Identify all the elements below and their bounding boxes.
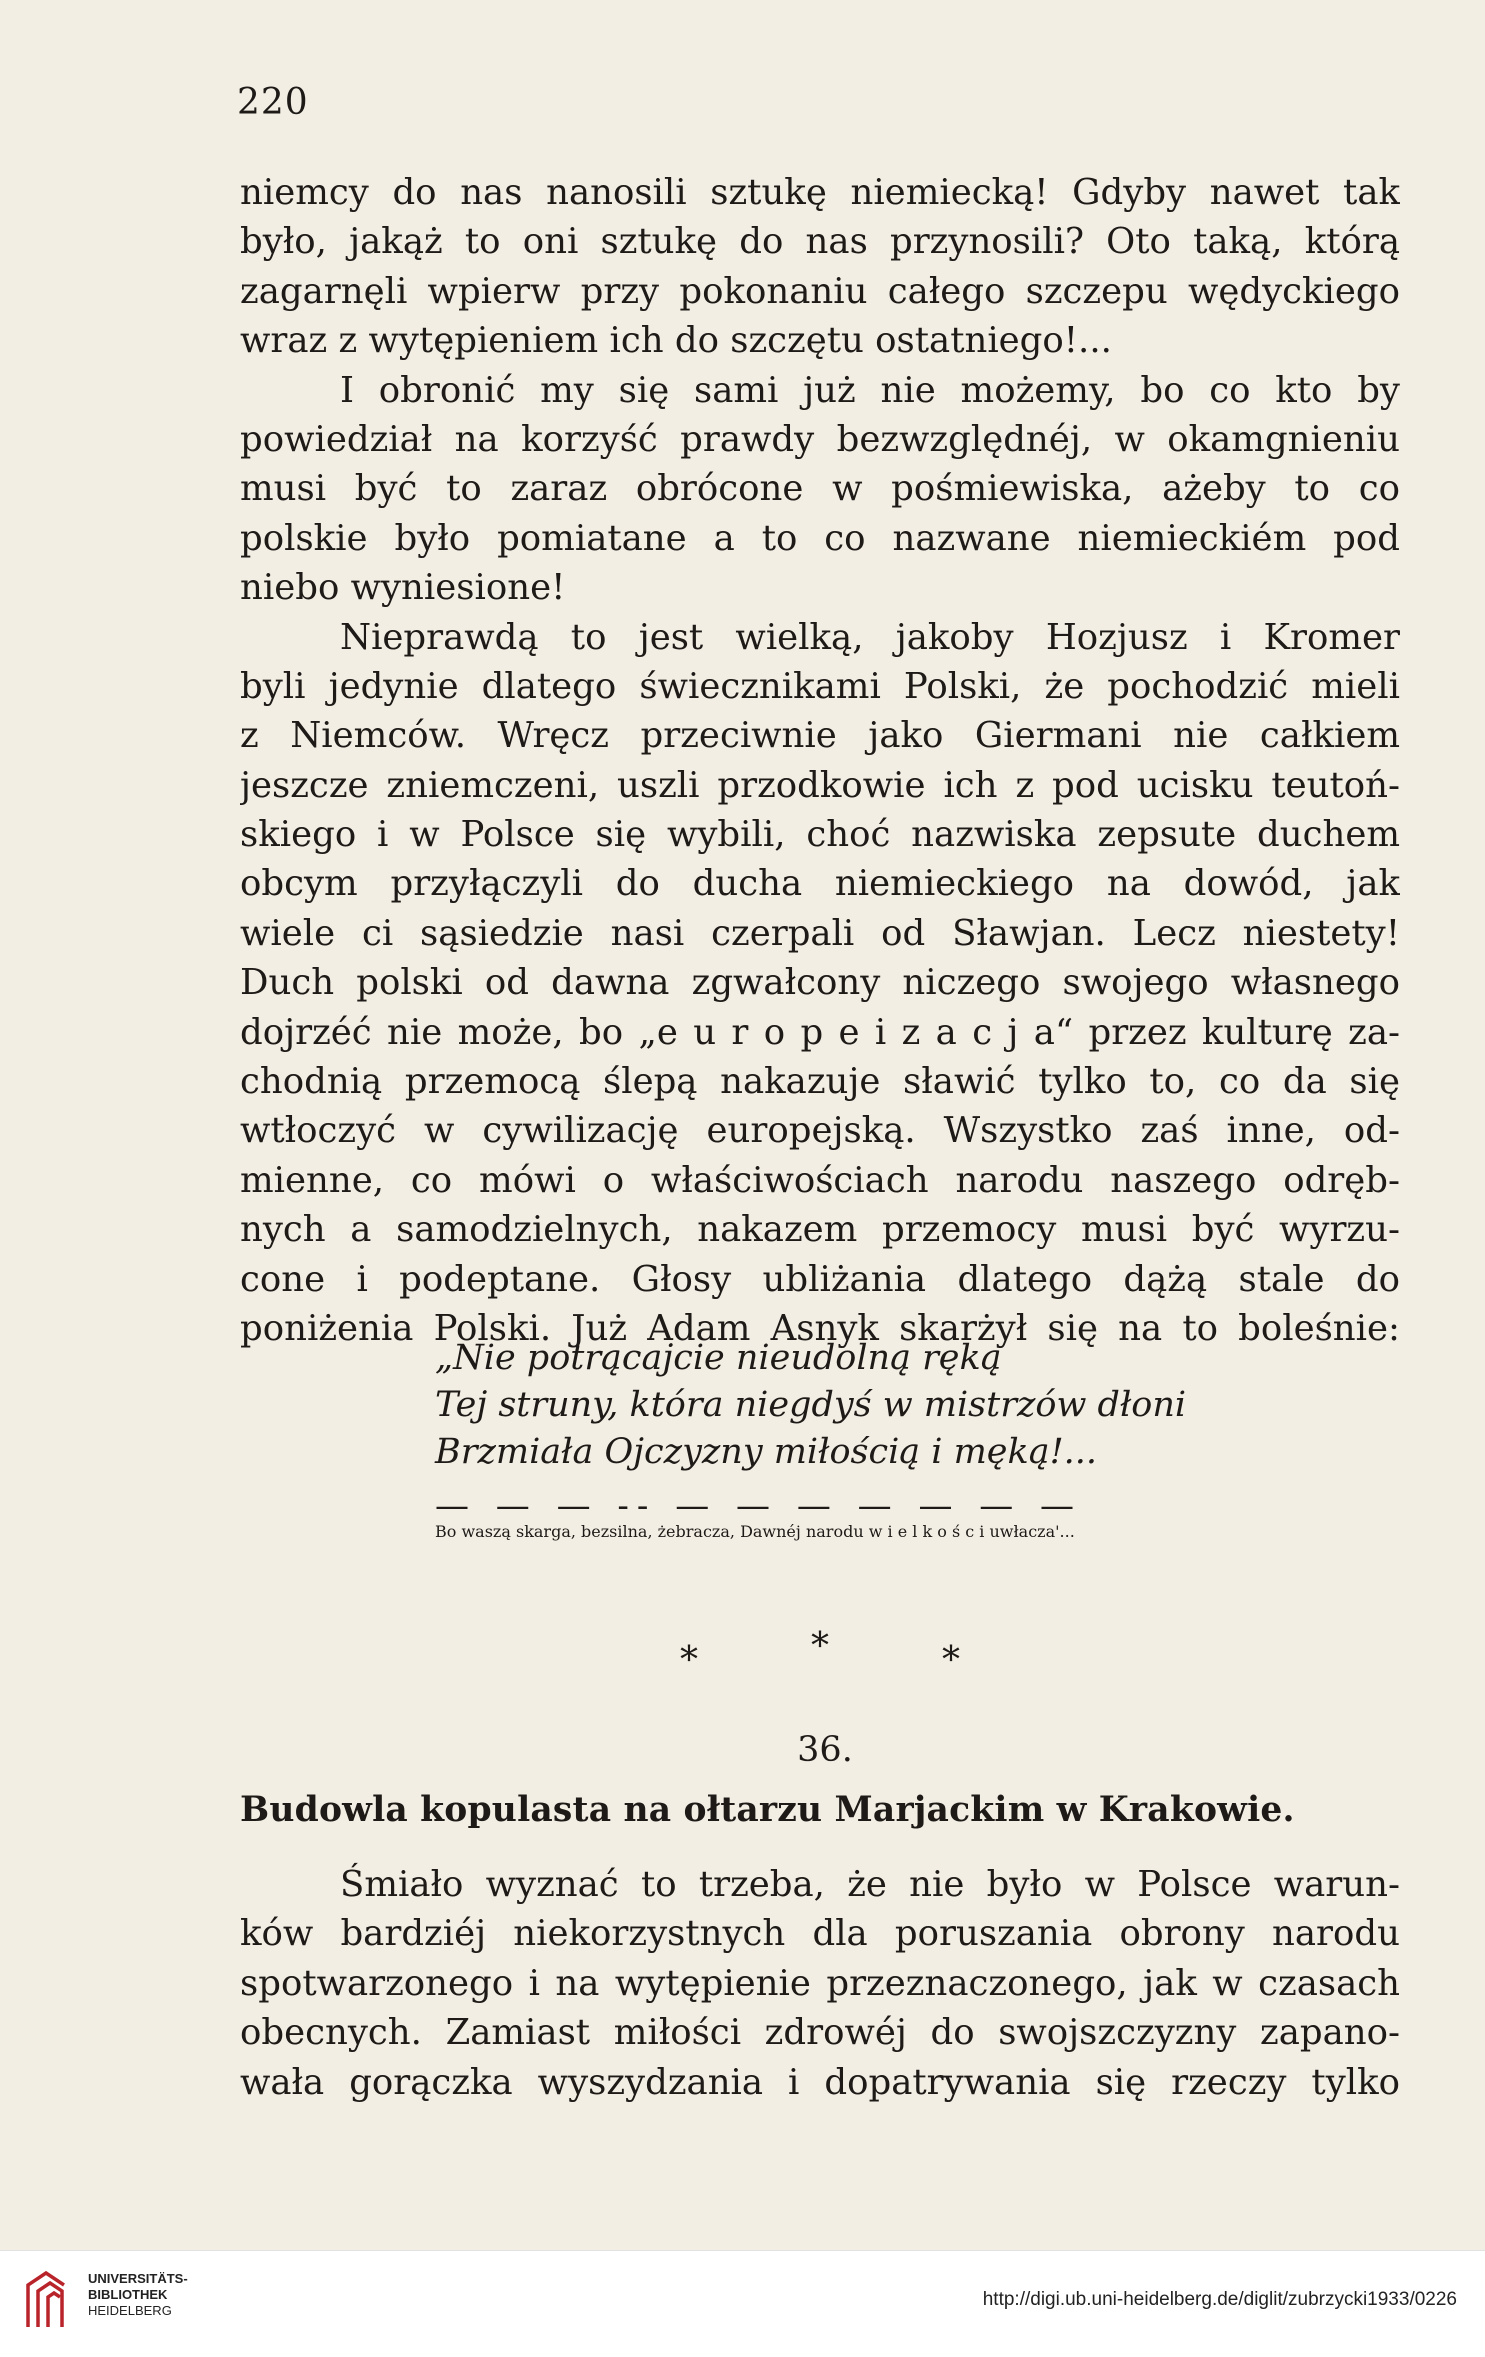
- text-line: I obronić my się sami już nie możemy, bo co kto by: [340, 369, 1400, 411]
- library-logo-icon: [20, 2265, 92, 2337]
- text-line: z Niemców. Wręcz przeciwnie jako Giermani nie całkiem: [240, 715, 1400, 757]
- text-line: polskie było pomiatane a to co nazwane niemieckiém pod: [240, 517, 1400, 559]
- text-line: musi być to zaraz obrócone w pośmiewiska, ażeby to co: [240, 468, 1400, 510]
- text-line: wraz z wytępieniem ich do szczętu ostatniego!...: [240, 320, 1112, 362]
- poem-quote-continued: [435, 1522, 1335, 1541]
- library-name-line: BIBLIOTHEK: [88, 2287, 168, 2302]
- text-line: dojrzéć nie może, bo „e u r o p e i z a c j a“ przez kulturę za-: [240, 1011, 1400, 1053]
- library-name-line: HEIDELBERG: [88, 2303, 172, 2318]
- poem-quote: [435, 1335, 1335, 1536]
- text-line: skiego i w Polsce się wybili, choć nazwiska zepsute duchem: [240, 814, 1400, 856]
- page-number: 220: [237, 82, 309, 123]
- text-line: niemcy do nas nanosili sztukę niemiecką! Gdyby nawet tak: [240, 172, 1400, 213]
- text-line: było, jakąż to oni sztukę do nas przynosili? Oto taką, którą: [240, 221, 1400, 263]
- poem-line: Dawnéj narodu w i e l k o ś c i uwłacza'...: [740, 1522, 1075, 1541]
- library-name-line: UNIVERSITÄTS-: [88, 2271, 188, 2286]
- source-url-link[interactable]: http://digi.ub.uni-heidelberg.de/diglit/zubrzycki1933/0226: [982, 2289, 1457, 2310]
- text-line: wała gorączka wyszydzania i dopatrywania się rzeczy tylko: [240, 2061, 1400, 2103]
- section-paragraph: [240, 1860, 1400, 2107]
- main-paragraphs: [240, 168, 1400, 1353]
- text-line: poniżenia Polski. Już Adam Asnyk skarżył się na to boleśnie:: [240, 1307, 1400, 1349]
- text-line: jeszcze zniemczeni, uszli przodkowie ich z pod ucisku teutoń-: [240, 764, 1400, 806]
- text-line: ków bardziéj niekorzystnych dla poruszania obrony narodu: [240, 1913, 1400, 1955]
- poem-line: „Nie potrącajcie nieudolną ręką: [435, 1338, 1002, 1378]
- text-line: chodnią przemocą ślepą nakazuje sławić tylko to, co da się: [240, 1061, 1400, 1103]
- section-title: Budowla kopulasta na ołtarzu Marjackim w Krakowie.: [240, 1790, 1295, 1830]
- text-line: obecnych. Zamiast miłości zdrowéj do swojszczyzny zapano-: [240, 2012, 1400, 2054]
- text-line: spotwarzonego i na wytępienie przeznaczonego, jak w czasach: [240, 1962, 1400, 2004]
- text-line: obcym przyłączyli do ducha niemieckiego na dowód, jak: [240, 863, 1400, 905]
- text-line: niebo wyniesione!: [240, 567, 566, 609]
- asterisk: *: [942, 1640, 960, 1681]
- text-line: zagarnęli wpierw przy pokonaniu całego szczepu wędyckiego: [240, 270, 1400, 312]
- library-name: [88, 2271, 188, 2319]
- omission-dash-line: — — — -- — — — — — — —: [435, 1486, 1083, 1526]
- section-divider-asterisks: [680, 1626, 960, 1681]
- poem-line: Bo waszą skarga, bezsilna, żebracza,: [435, 1522, 735, 1541]
- asterisk: *: [811, 1626, 829, 1667]
- text-line: nych a samodzielnych, nakazem przemocy musi być wyrzu-: [240, 1209, 1400, 1251]
- text-line: wtłoczyć w cywilizację europejską. Wszystko zaś inne, od-: [240, 1110, 1400, 1152]
- poem-line: Tej struny, która niegdyś w mistrzów dłoni: [435, 1385, 1187, 1425]
- text-line: Nieprawdą to jest wielką, jakoby Hozjusz i Kromer: [340, 616, 1400, 658]
- text-line: byli jedynie dlatego świecznikami Polski, że pochodzić mieli: [240, 665, 1400, 707]
- asterisk: *: [680, 1640, 698, 1681]
- text-line: Duch polski od dawna zgwałcony niczego swojego własnego: [240, 962, 1400, 1004]
- text-line: cone i podeptane. Głosy ubliżania dlatego dążą stale do: [240, 1258, 1400, 1300]
- text-line: Śmiało wyznać to trzeba, że nie było w Polsce warun-: [340, 1864, 1400, 1905]
- digitization-footer: [0, 2250, 1485, 2357]
- text-line: mienne, co mówi o właściwościach narodu naszego odręb-: [240, 1159, 1400, 1201]
- section-number: 36.: [797, 1730, 853, 1770]
- poem-line: Brzmiała Ojczyzny miłością i męką!...: [435, 1432, 1098, 1472]
- text-line: wiele ci sąsiedzie nasi czerpali od Sławjan. Lecz niestety!: [240, 912, 1400, 954]
- text-line: powiedział na korzyść prawdy bezwzględnéj, w okamgnieniu: [240, 418, 1400, 460]
